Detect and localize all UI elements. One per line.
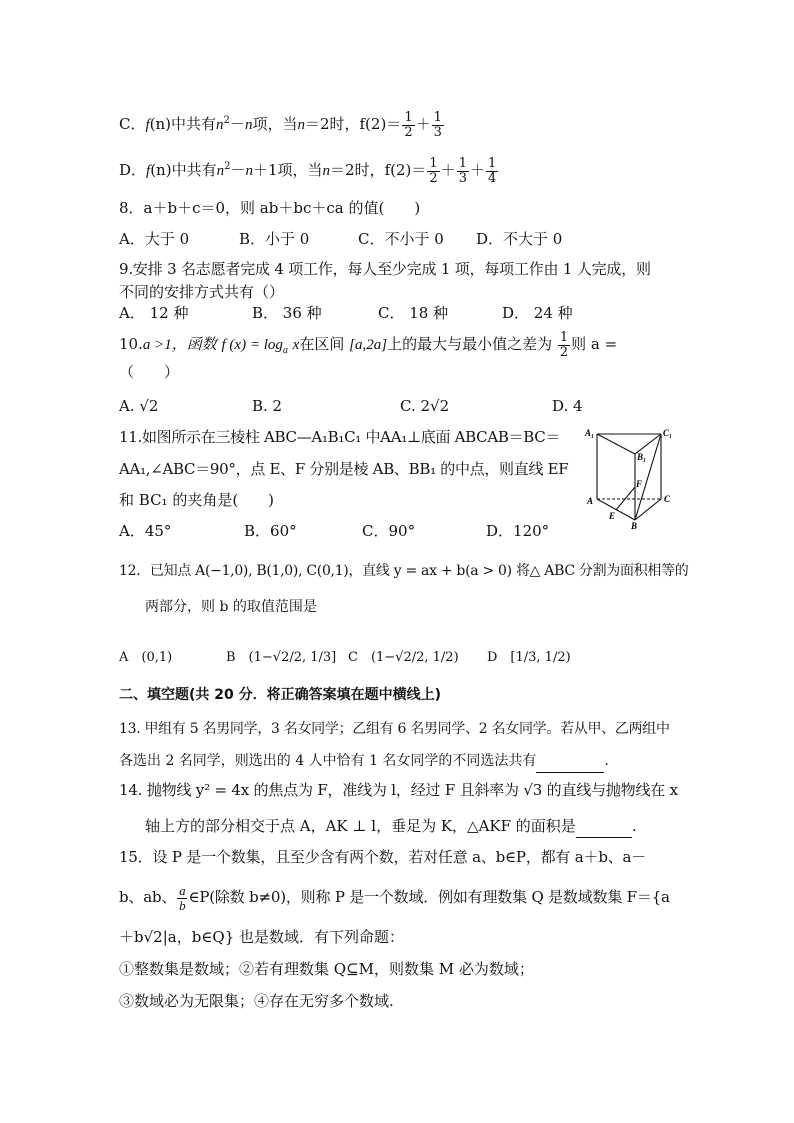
q15-line-2: b、ab、 $\frac{a}{b}$ ∈P(除数 b≠0)，则称 P 是一个数域．例如有理数集 Q 是数域数集 F＝{a <box>119 882 670 913</box>
section-title-fill-in: 二、填空题(共 20 分．将正确答案填在题中横线上) <box>119 687 442 703</box>
q9-option-d: D． 24 种 <box>502 304 573 322</box>
q8-option-d: D．不大于 0 <box>476 230 563 248</box>
q15-line-3: ＋b√2|a，b∈Q} 也是数域．有下列命题： <box>119 928 405 946</box>
answer-blank[interactable] <box>536 750 604 773</box>
q7-option-c: C．f(n)中共有$n^2-n$项，当n＝2时，f(2)＝ $\frac{1}{2}$ ＋ $\frac{1}{3}$ <box>119 109 442 140</box>
q13-line-1: 13. 甲组有 5 名男同学，3 名女同学；乙组有 6 名男同学、2 名女同学。若从甲、乙两组中 <box>119 721 670 737</box>
fraction: $\frac{1}{4}$ <box>487 155 497 186</box>
q10-option-a: A. √2 <box>119 397 159 415</box>
q14-line-2: 轴上方的部分相交于点 A，AK ⊥ l，垂足为 K，△AKF 的面积是 . <box>145 815 637 838</box>
q15-line-5: ③数域必为无限集；④存在无穷多个数域. <box>119 992 394 1010</box>
q11-option-b: B．60° <box>244 522 297 540</box>
fraction: $\frac{1}{3}$ <box>458 155 467 186</box>
q8-option-c: C．不小于 0 <box>358 230 444 248</box>
q13-line-2: 各选出 2 名同学，则选出的 4 人中恰有 1 名女同学的不同选法共有 . <box>119 750 609 773</box>
label-a1: A₁ <box>585 428 595 438</box>
label-b1: B₁ <box>637 452 647 462</box>
q12-option-c: C (1−√2/2, 1/2) <box>348 650 459 665</box>
q8-option-b: B．小于 0 <box>239 230 310 248</box>
q11-option-d: D．120° <box>486 522 550 540</box>
q11-option-a: A．45° <box>119 522 172 540</box>
q11-stem-3: 和 BC₁ 的夹角是( ) <box>119 491 275 509</box>
fraction: $\frac{1}{2}$ <box>429 155 438 186</box>
q14-line-1: 14. 抛物线 y² = 4x 的焦点为 F，准线为 l，经过 F 且斜率为 √3 的直线与抛物线在 x <box>119 781 678 799</box>
q12-stem-2: 两部分，则 b 的取值范围是 <box>145 599 317 615</box>
label-a: A <box>587 496 594 506</box>
q9-option-b: B． 36 种 <box>252 304 322 322</box>
q10-stem-2: （ ） <box>119 363 180 381</box>
prism-figure <box>583 424 683 530</box>
label-e: E <box>609 511 616 521</box>
fraction: $\frac{1}{2}$ <box>559 329 569 360</box>
q10-option-b: B. 2 <box>252 397 283 415</box>
label-c: C <box>664 494 671 504</box>
q8-stem: 8．a＋b＋c＝0，则 ab＋bc＋ca 的值( ) <box>119 199 421 217</box>
q10-stem-1: 10.a >1，函数 f $(x) = \log_a x$在区间 [a,2a]上的最大与最小值之差为 $\frac{1}{2}$ 则 a = <box>119 329 618 360</box>
q15-line-1: 15．设 P 是一个数集，且至少含有两个数，若对任意 a、b∈P，都有 a＋b、a－ <box>119 848 647 866</box>
q15-line-4: ①整数集是数域；②若有理数集 Q⊆M，则数集 M 必为数域； <box>119 960 534 978</box>
q9-option-c: C． 18 种 <box>378 304 449 322</box>
q11-stem-2: AA₁,∠ABC＝90°，点 E、F 分别是棱 AB、BB₁ 的中点，则直线 EF <box>119 460 569 478</box>
q12-stem-1: 12．已知点 A(−1,0), B(1,0), C(0,1)，直线 y = ax + b(a > 0) 将△ ABC 分割为面积相等的 <box>119 563 689 579</box>
q11-stem-1: 11.如图所示在三棱柱 ABC—A₁B₁C₁ 中AA₁⊥底面 ABCAB＝BC＝ <box>119 428 561 446</box>
q10-option-c: C. 2√2 <box>400 397 450 415</box>
q7-option-d: D．f(n)中共有$n^2-n+1$项，当n＝2时，f(2)＝ $\frac{1}{2}$ ＋ $\frac{1}{3}$ ＋ $\frac{1}{4}$ <box>119 155 497 186</box>
q12-option-a: A (0,1) <box>119 650 173 665</box>
label-c1: C₁ <box>663 428 673 438</box>
fraction: $\frac{1}{3}$ <box>433 109 442 140</box>
fraction: $\frac{1}{2}$ <box>404 109 413 140</box>
fraction: $\frac{a}{b}$ <box>179 882 186 913</box>
q9-option-a: A． 12 种 <box>119 304 189 322</box>
label-b: B <box>631 521 638 530</box>
q10-option-d: D. 4 <box>552 397 583 415</box>
q8-option-a: A．大于 0 <box>119 230 190 248</box>
q12-option-b: B (1−√2/2, 1/3] <box>226 650 337 665</box>
answer-blank[interactable] <box>576 815 632 838</box>
q9-stem-1: 9.安排 3 名志愿者完成 4 项工作，每人至少完成 1 项，每项工作由 1 人完成，则 <box>119 260 651 278</box>
q9-stem-2: 不同的安排方式共有（） <box>119 283 285 301</box>
label-f: F <box>636 479 643 489</box>
q11-option-c: C．90° <box>362 522 416 540</box>
q12-option-d: D [1/3, 1/2) <box>487 650 571 665</box>
